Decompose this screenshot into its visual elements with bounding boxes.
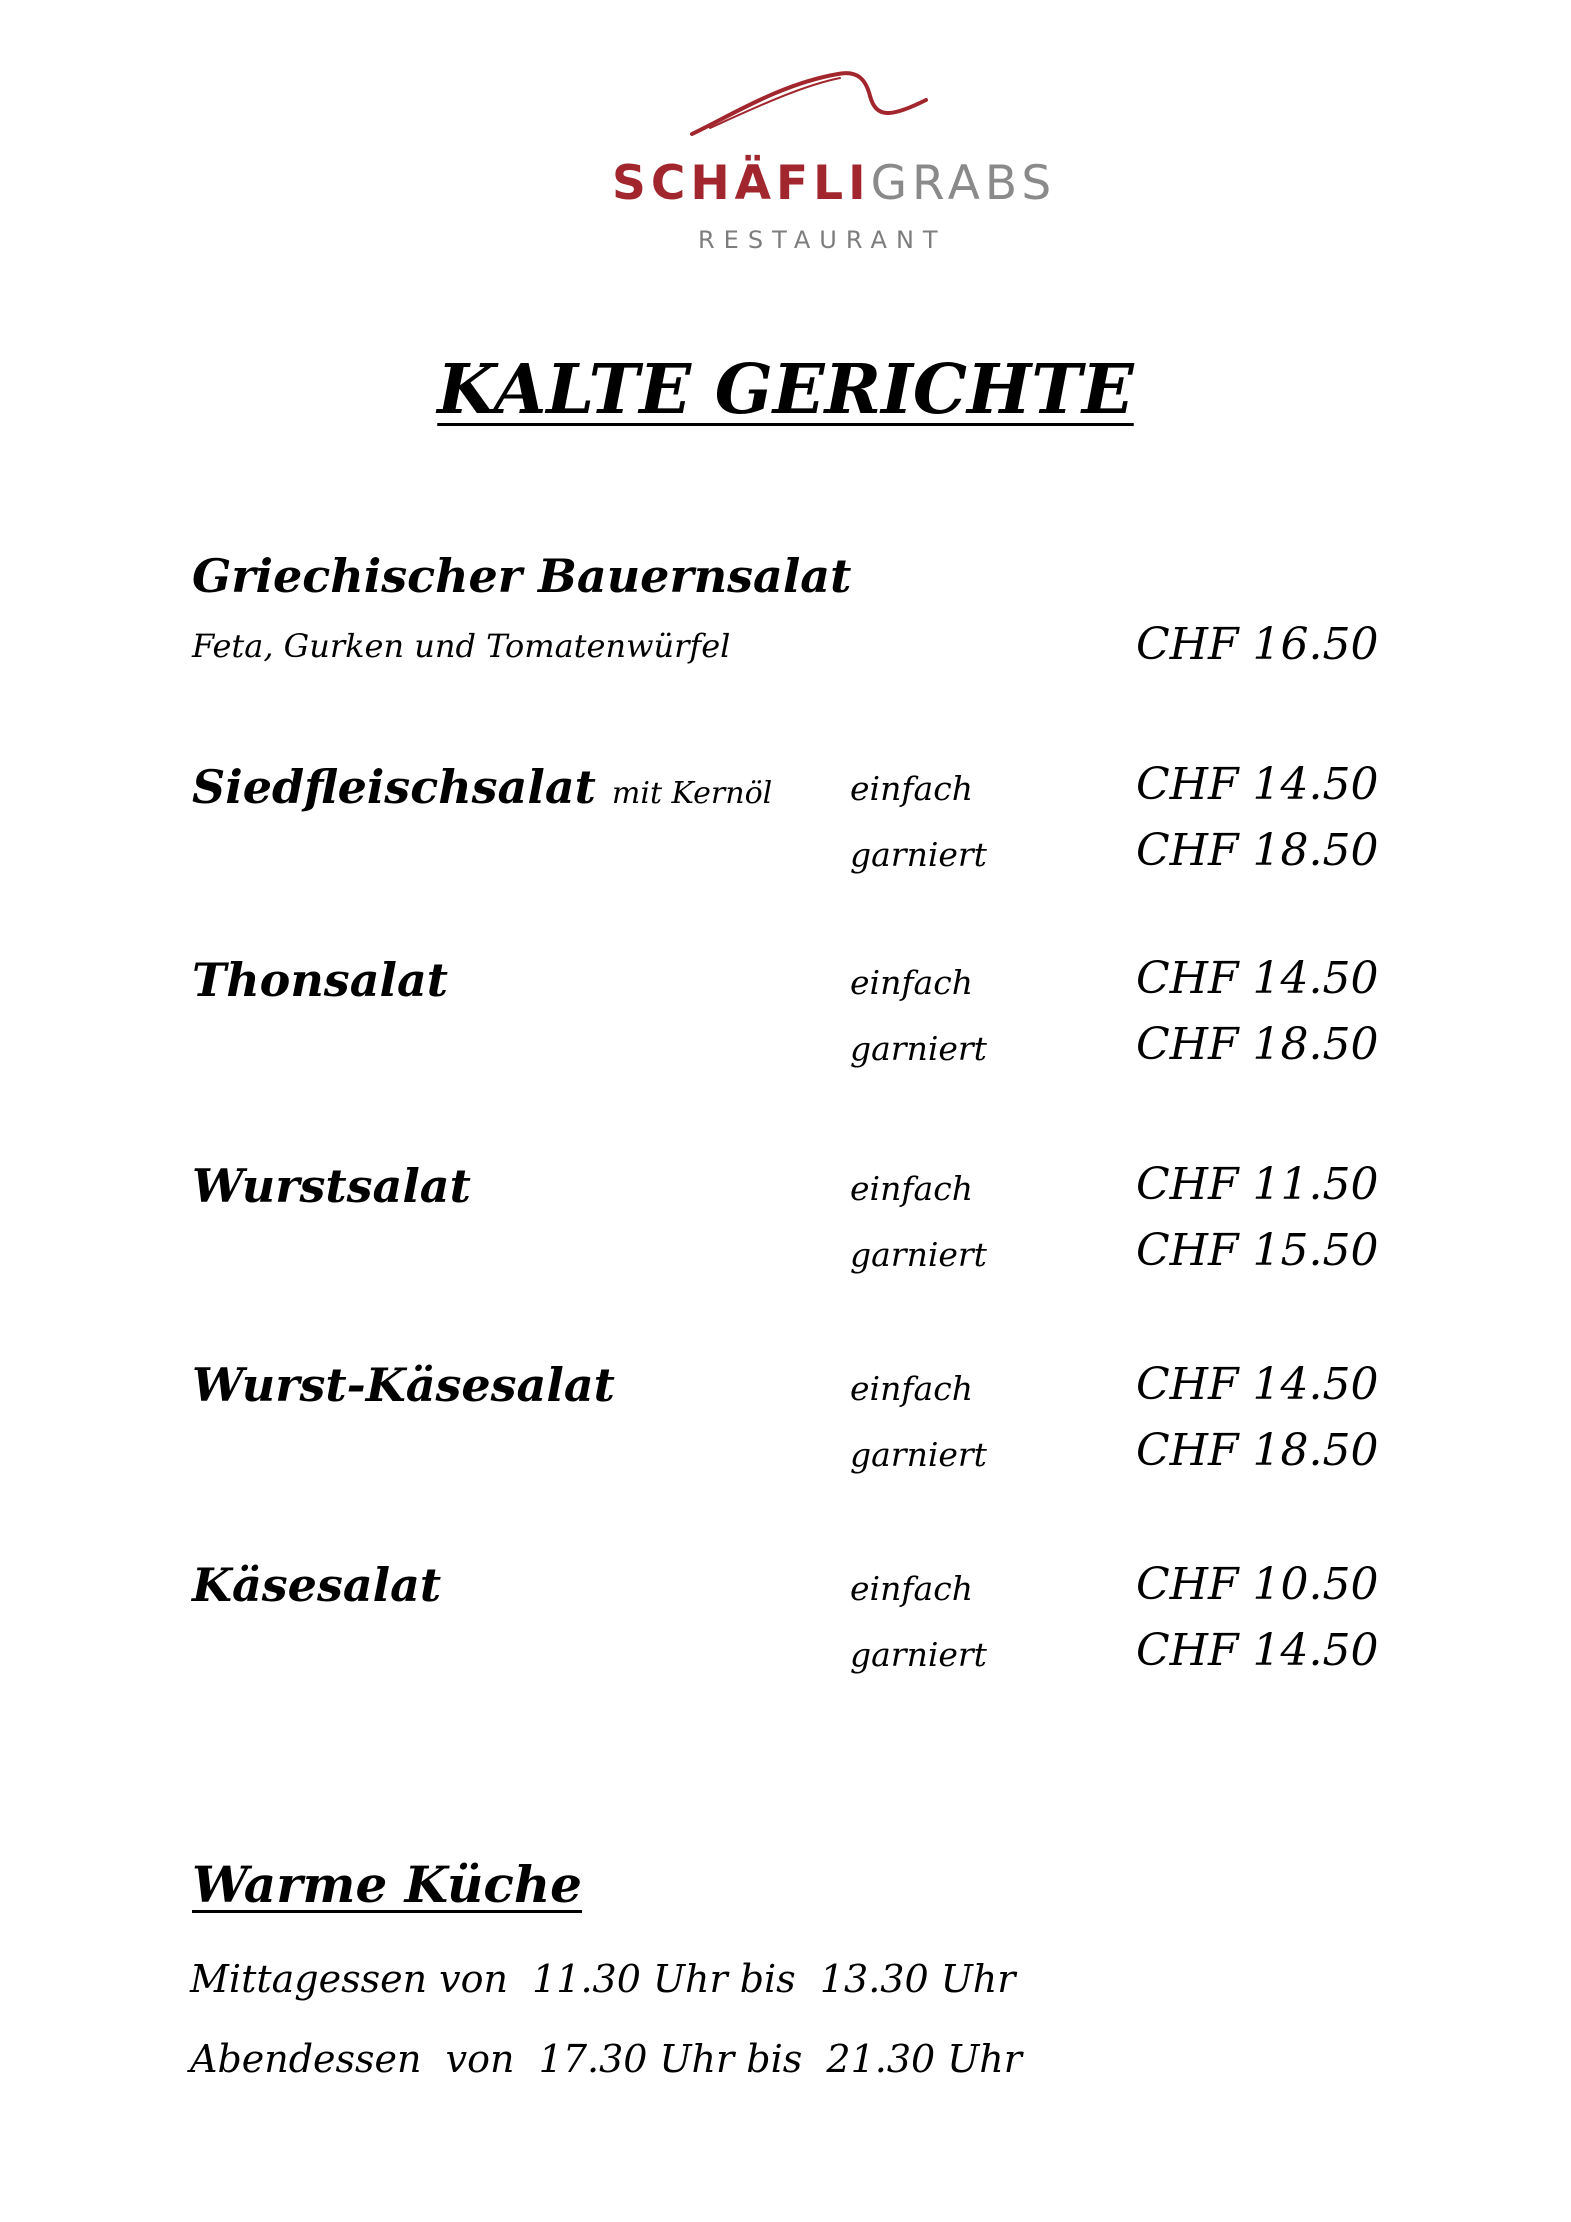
logo-subtitle: RESTAURANT — [698, 226, 947, 254]
dish-name: Griechischer Bauernsalat — [192, 549, 852, 603]
dish-name-text: Siedfleischsalat — [192, 760, 596, 814]
mountain-swoosh-icon — [690, 66, 930, 146]
warm-kitchen-title-text: Warme Küche — [192, 1855, 582, 1914]
dish-name: Wurst-Käsesalat — [192, 1358, 615, 1412]
variant-price: CHF 18.50 — [1136, 1425, 1379, 1476]
dinner-hours: Abendessen von 17.30 Uhr bis 21.30 Uhr — [190, 2037, 1022, 2081]
variant-price: CHF 18.50 — [1136, 825, 1379, 876]
logo-word-red: SCHÄFLI — [612, 156, 871, 211]
warm-kitchen-title — [192, 1855, 582, 1914]
page-title-text: KALTE GERICHTE — [437, 350, 1134, 430]
variant-label: garniert — [850, 1235, 987, 1274]
page-title — [0, 350, 1571, 430]
dish-name: Wurstsalat — [192, 1159, 471, 1213]
variant-price: CHF 14.50 — [1136, 953, 1379, 1004]
dish-name: Thonsalat — [192, 953, 449, 1007]
variant-label: garniert — [850, 1635, 987, 1674]
logo-wordmark — [612, 156, 1057, 211]
restaurant-logo — [590, 60, 1060, 260]
variant-label: einfach — [850, 963, 973, 1002]
lunch-hours: Mittagessen von 11.30 Uhr bis 13.30 Uhr — [190, 1957, 1016, 2001]
variant-price: CHF 14.50 — [1136, 1359, 1379, 1410]
variant-price: CHF 10.50 — [1136, 1559, 1379, 1610]
variant-label: einfach — [850, 1569, 973, 1608]
variant-price: CHF 14.50 — [1136, 759, 1379, 810]
dish-name: Käsesalat — [192, 1558, 442, 1612]
variant-label: einfach — [850, 769, 973, 808]
variant-label: garniert — [850, 835, 987, 874]
dish-name — [192, 760, 773, 814]
variant-label: garniert — [850, 1029, 987, 1068]
logo-word-grey: GRABS — [870, 156, 1057, 211]
variant-price: CHF 14.50 — [1136, 1625, 1379, 1676]
variant-price: CHF 18.50 — [1136, 1019, 1379, 1070]
variant-label: einfach — [850, 1169, 973, 1208]
dish-description: Feta, Gurken und Tomatenwürfel — [192, 627, 731, 665]
variant-price: CHF 15.50 — [1136, 1225, 1379, 1276]
dish-name-suffix: mit Kernöl — [611, 776, 773, 811]
variant-price: CHF 11.50 — [1136, 1159, 1379, 1210]
variant-label: einfach — [850, 1369, 973, 1408]
variant-label: garniert — [850, 1435, 987, 1474]
dish-price: CHF 16.50 — [1136, 619, 1379, 670]
